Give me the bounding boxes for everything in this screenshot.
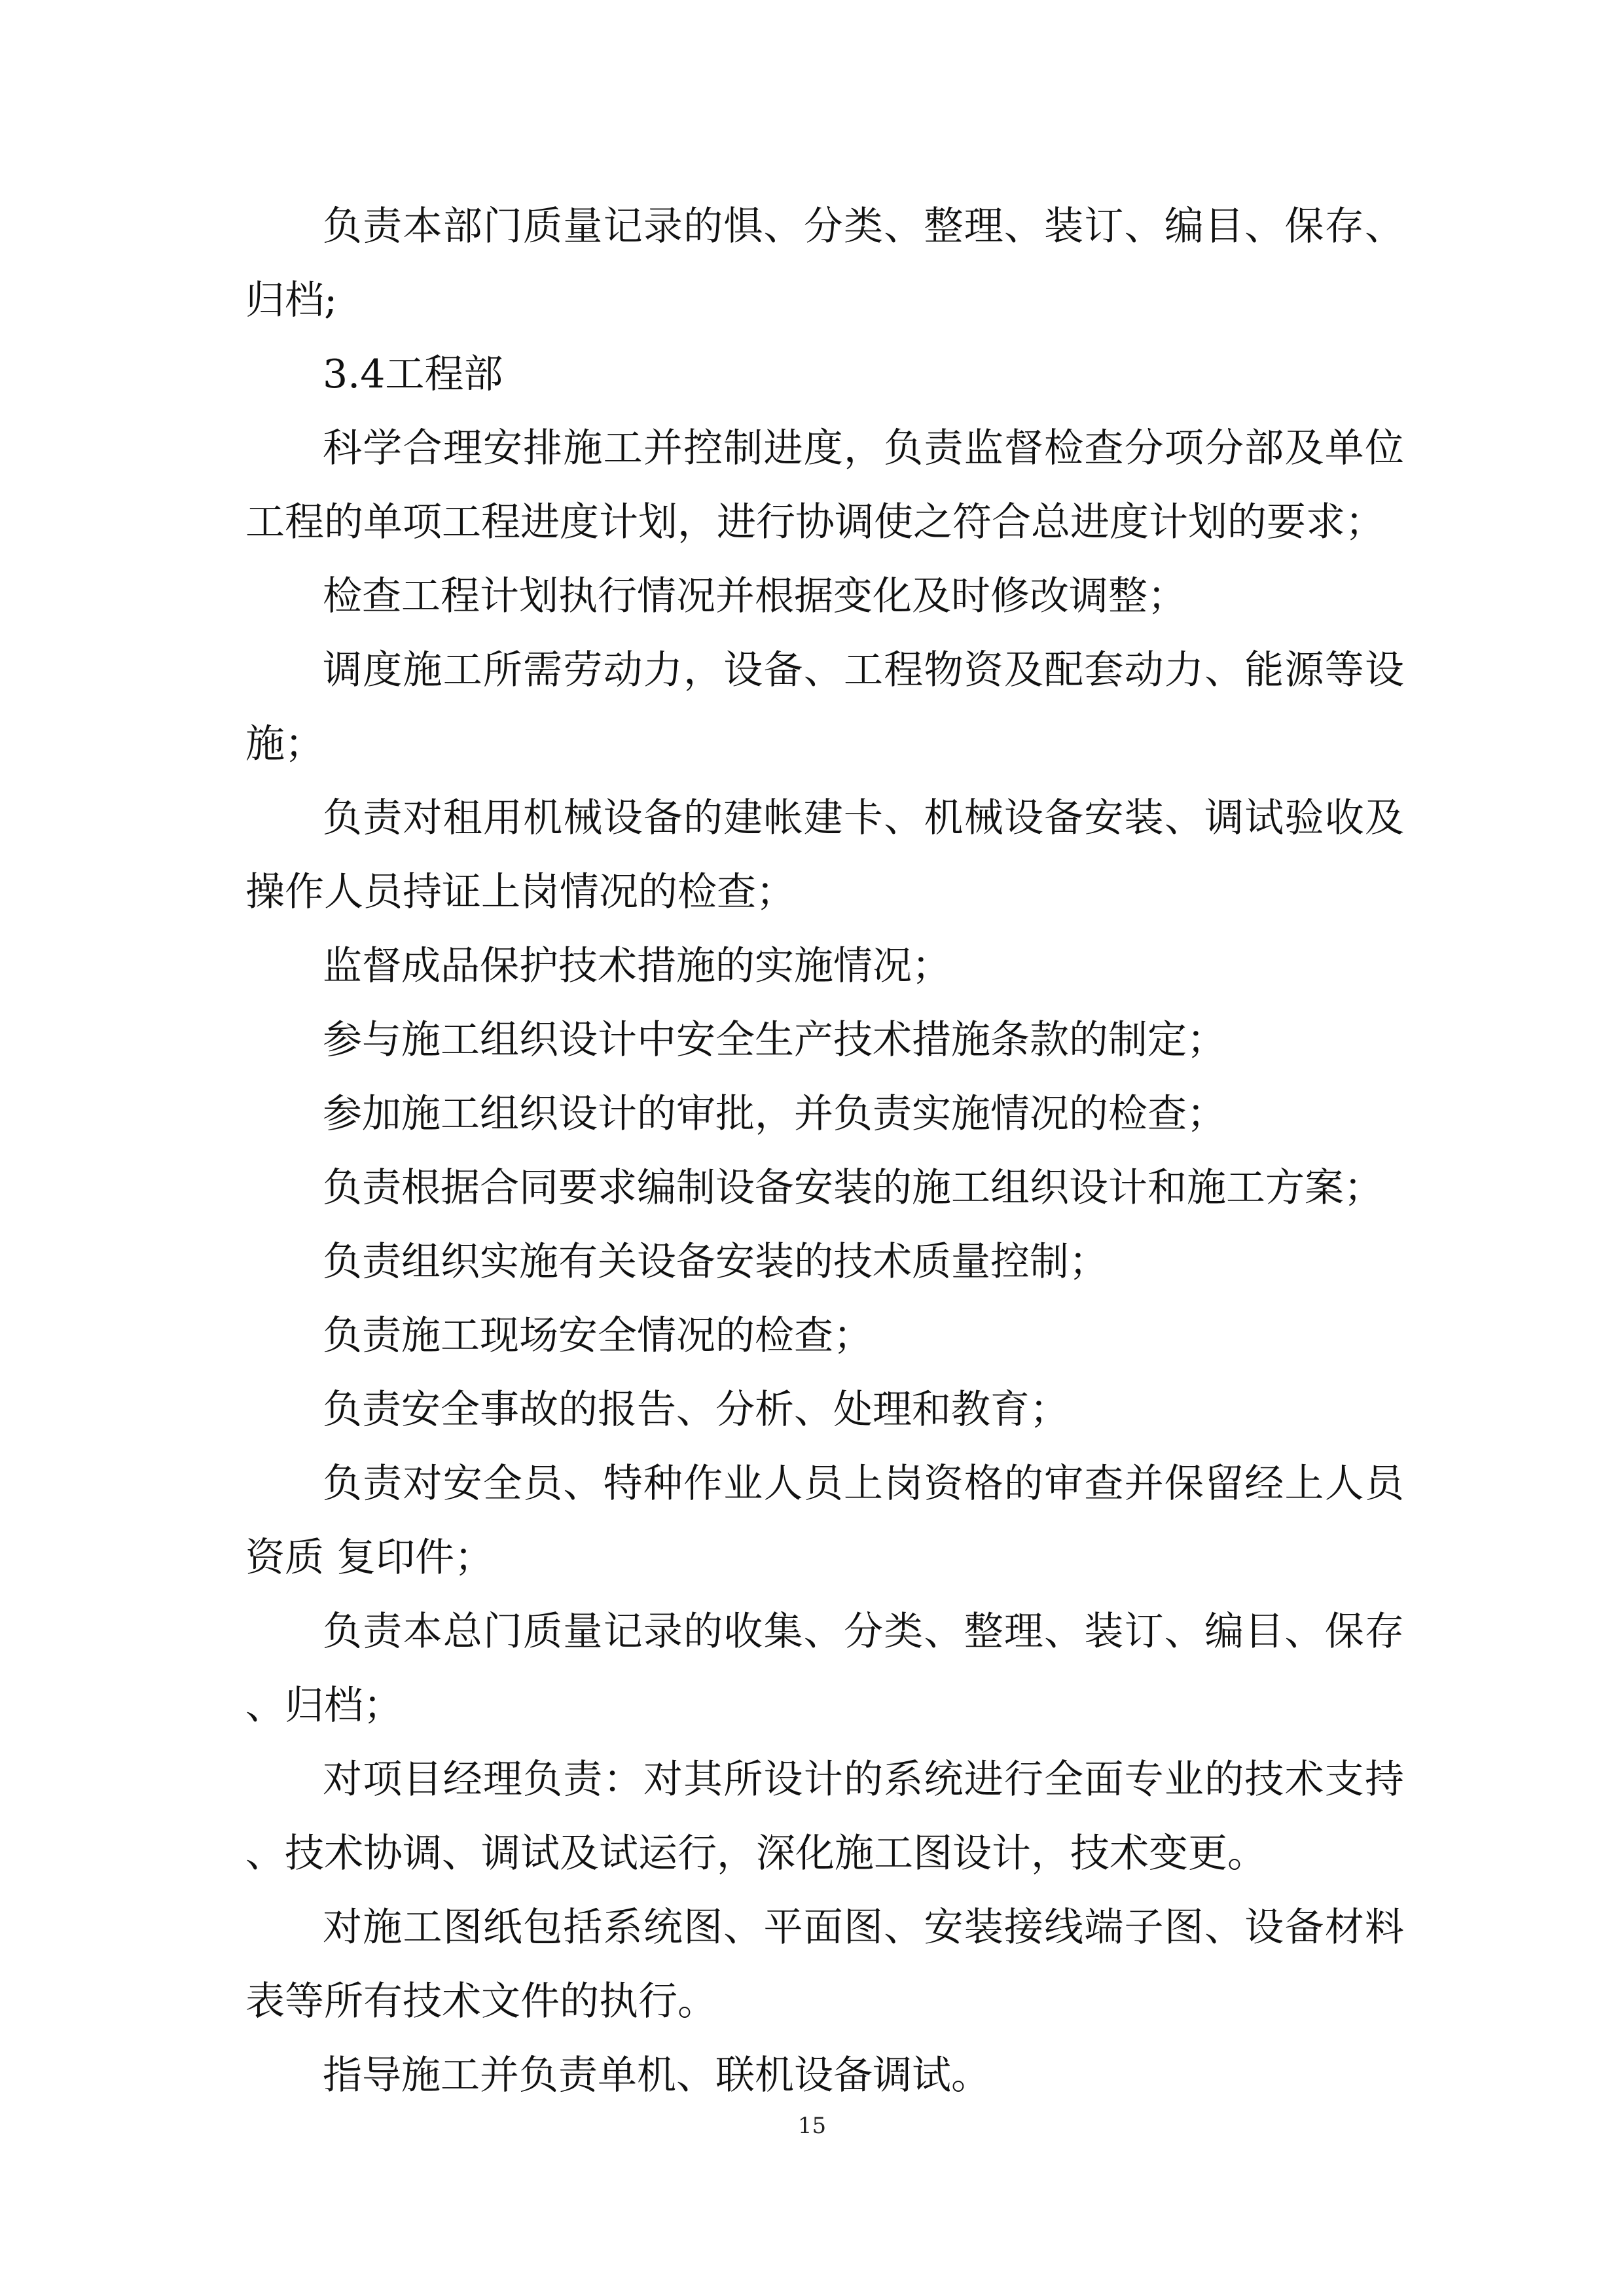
paragraph-accident-report: 负责安全事故的报告、分析、处理和教育； — [323, 1387, 1069, 1433]
paragraph-technical-support: 对项目经理负责：对其所设计的系统进行全面专业的技术支持、技术协调、调试及试运行，深化施工图设计，技术变更。 — [245, 1757, 1404, 1876]
section-heading-engineering-dept: 3.4工程部 — [323, 351, 503, 397]
document-body — [245, 190, 1404, 2113]
paragraph-resource-dispatch: 调度施工所需劳动力，设备、工程物资及配套动力、能源等设施； — [245, 647, 1404, 767]
page-number: 15 — [797, 2113, 827, 2139]
paragraph-commissioning: 指导施工并负责单机、联机设备调试。 — [323, 2053, 990, 2098]
paragraph-product-protection: 监督成品保护技术措施的实施情况； — [323, 943, 951, 989]
paragraph-site-safety: 负责施工现场安全情况的检查； — [323, 1313, 873, 1359]
paragraph-records-archive: 负责本总门质量记录的收集、分类、整理、装订、编目、保存、归档； — [245, 1609, 1404, 1729]
paragraph-quality-records: 负责本部门质量记录的惧、分类、整理、装订、编目、保存、归档; — [245, 204, 1404, 323]
paragraph-installation-plan: 负责根据合同要求编制设备安装的施工组织设计和施工方案； — [323, 1165, 1383, 1211]
paragraph-schedule-control: 科学合理安排施工并控制进度，负责监督检查分项分部及单位工程的单项工程进度计划，进行协调使之符合总进度计划的要求； — [245, 425, 1404, 545]
paragraph-plan-check: 检查工程计划执行情况并根据变化及时修改调整； — [323, 573, 1187, 619]
paragraph-drawing-execution: 对施工图纸包括系统图、平面图、安装接线端子图、设备材料表等所有技术文件的执行。 — [245, 1905, 1404, 2024]
paragraph-quality-control: 负责组织实施有关设备安装的技术质量控制； — [323, 1239, 1108, 1285]
paragraph-qualification-review: 负责对安全员、特种作业人员上岗资格的审查并保留经上人员资质 复印件； — [245, 1461, 1404, 1581]
paragraph-equipment-registration: 负责对租用机械设备的建帐建卡、机械设备安装、调试验收及操作人员持证上岗情况的检查； — [245, 795, 1404, 915]
paragraph-design-approval: 参加施工组织设计的审批，并负责实施情况的检查； — [323, 1091, 1226, 1137]
paragraph-safety-measures: 参与施工组织设计中安全生产技术措施条款的制定； — [323, 1017, 1226, 1063]
